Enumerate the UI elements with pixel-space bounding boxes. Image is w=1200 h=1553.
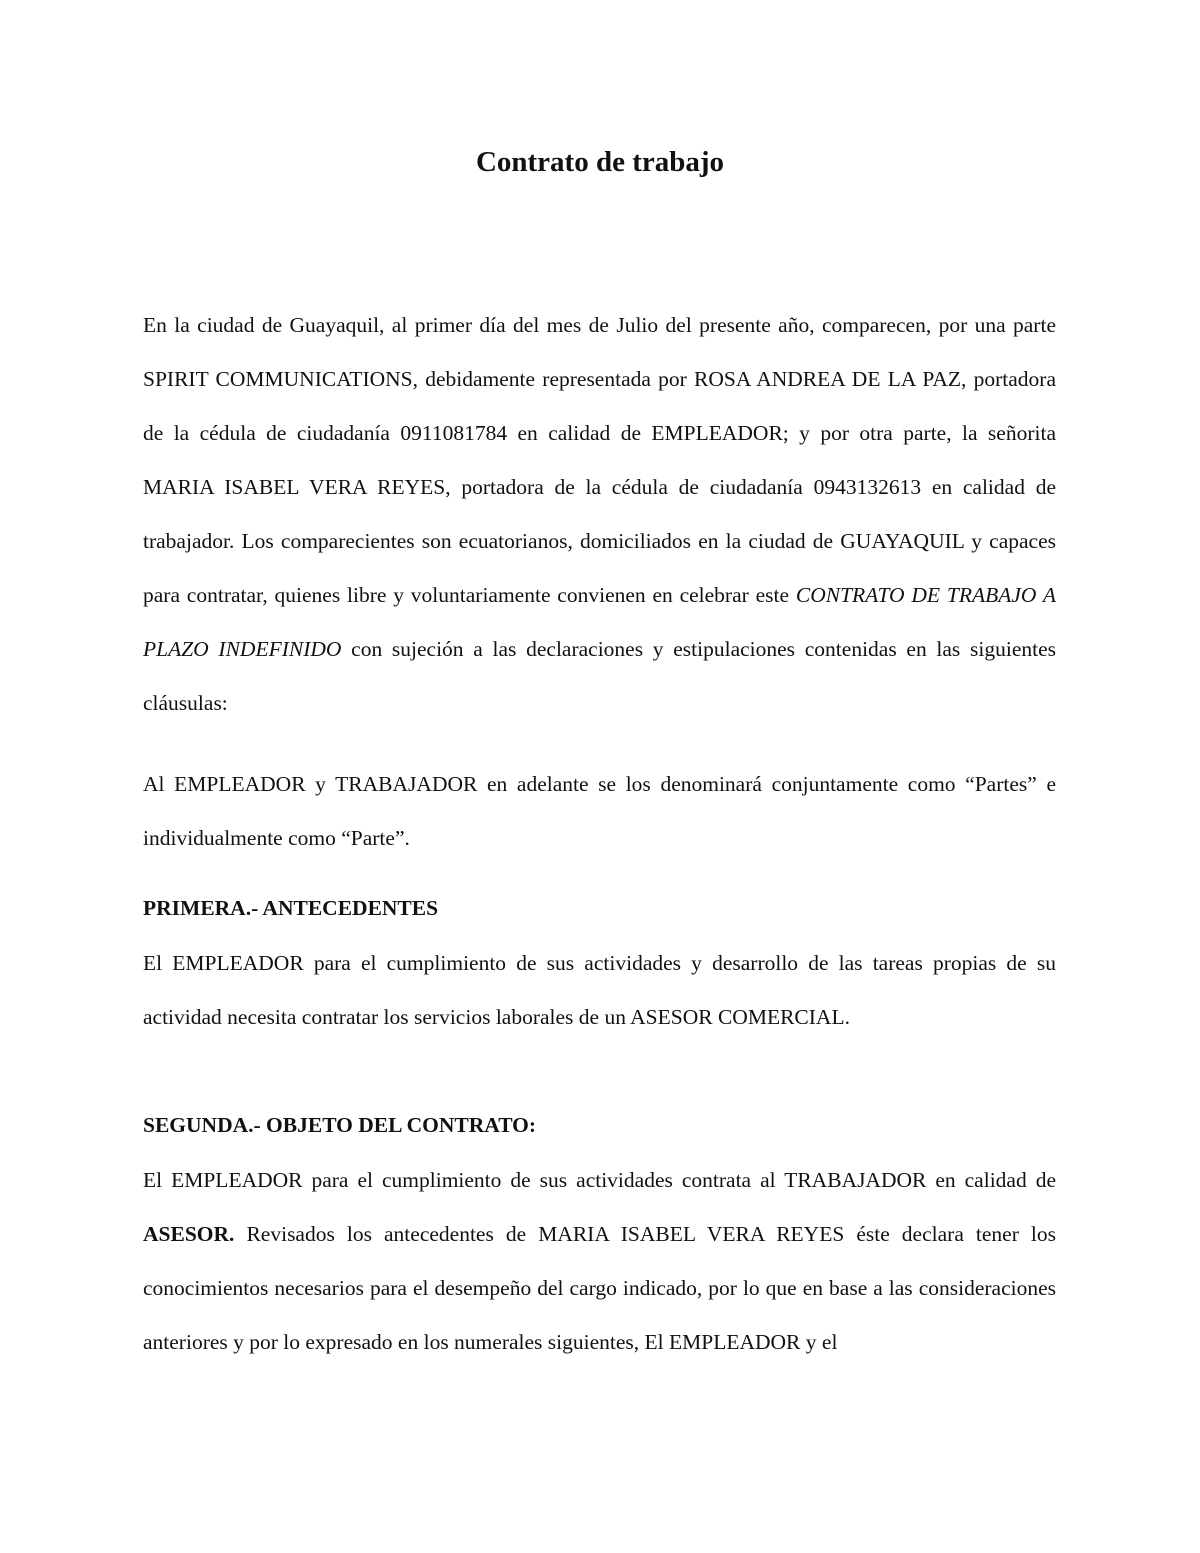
clause2-heading: SEGUNDA.- OBJETO DEL CONTRATO: xyxy=(143,1113,537,1137)
clause1-text: El EMPLEADOR para el cumplimiento de sus actividades y desarrollo de las tareas propias de su actividad necesita contratar los servicios laborales de un ASESOR COMERCIAL. xyxy=(143,951,1056,1029)
intro-text-end: con sujeción a las declaraciones y estipulaciones contenidas en las siguientes cláusulas: xyxy=(143,637,1056,715)
document-title: Contrato de trabajo xyxy=(475,146,725,178)
clause2-text-end: Revisados los antecedentes de MARIA ISABEL VERA REYES éste declara tener los conocimientos necesarios para el desempeño del cargo indicado, por lo que en base a las consideraciones anteriores y por lo expresado en los numerales siguientes, El EMPLEADOR y el xyxy=(143,1222,1056,1354)
contract-type: CONTRATO DE TRABAJO A PLAZO INDEFINIDO xyxy=(143,583,1056,661)
clause2-text-start: El EMPLEADOR para el cumplimiento de sus actividades contrata al TRABAJADOR en calidad de xyxy=(143,1168,1056,1192)
clause2-role: ASESOR. xyxy=(143,1222,235,1246)
clause1-heading: PRIMERA.- ANTECEDENTES xyxy=(143,896,439,920)
intro-paragraph xyxy=(143,298,1056,730)
parties-note: Al EMPLEADOR y TRABAJADOR en adelante se los denominará conjuntamente como “Partes” e individualmente como “Parte”. xyxy=(143,772,1056,850)
intro-text-start: En la ciudad de Guayaquil, al primer día del mes de Julio del presente año, comparecen, por una parte SPIRIT COMMUNICATIONS, debidamente representada por ROSA ANDREA DE LA PAZ, portadora de la cédula de ciudadanía 0911081784 en calidad de EMPLEADOR; y por otra parte, la señorita MARIA ISABEL VERA REYES, portadora de la cédula de ciudadanía 0943132613 en calidad de trabajador. Los comparecientes son ecuatorianos, domiciliados en la ciudad de GUAYAQUIL y capaces para contratar, quienes libre y voluntariamente convienen en celebrar este xyxy=(143,313,1056,607)
clause2-text xyxy=(143,1153,1056,1369)
